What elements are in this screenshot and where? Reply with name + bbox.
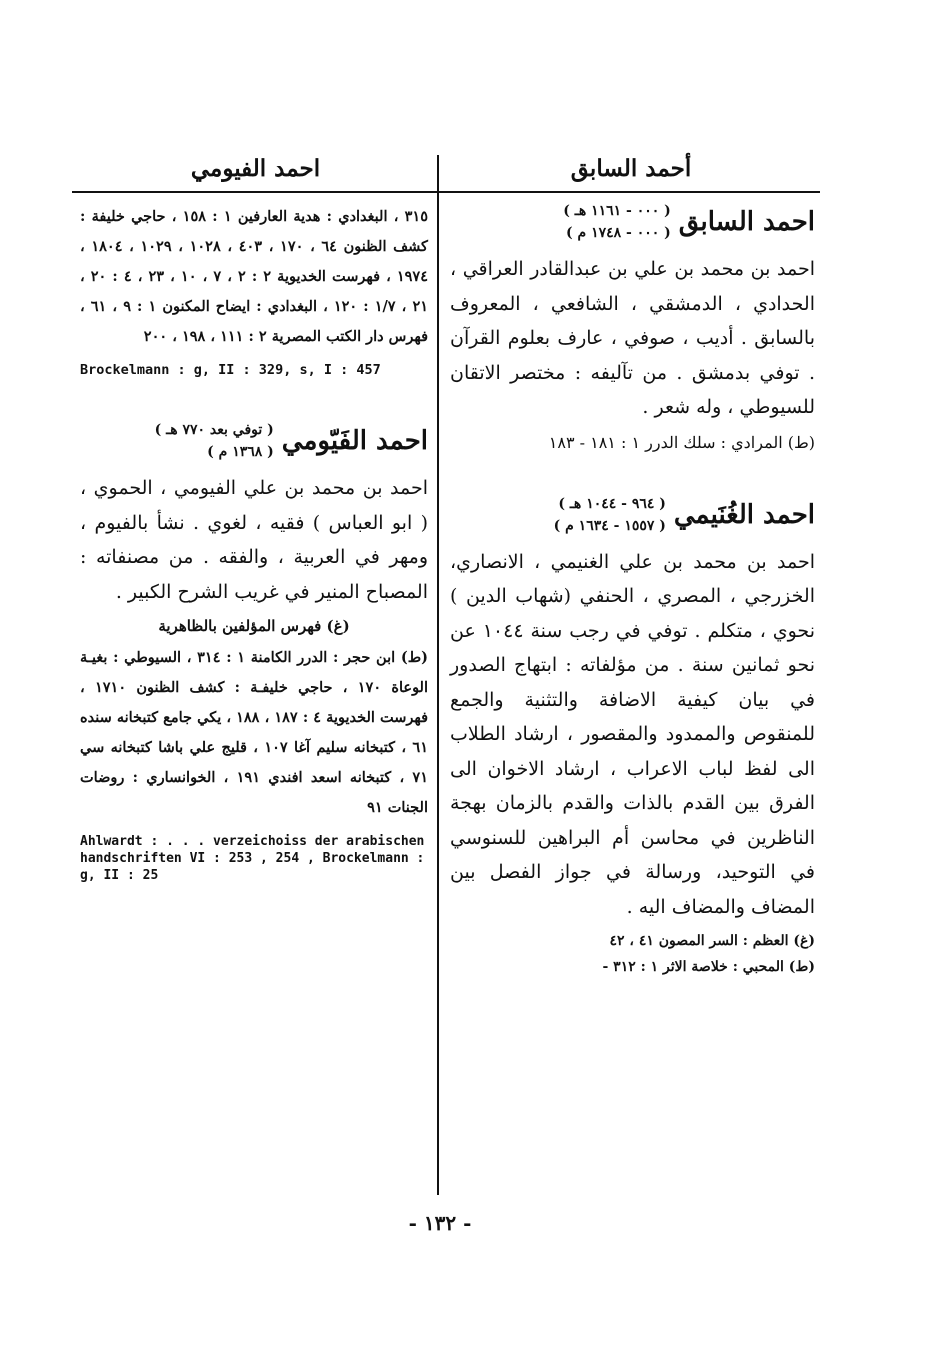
dates-gregorian: ( ٠٠٠ - ١٧٤٨ م ) bbox=[566, 225, 671, 241]
entry-body: احمد بن محمد بن علي بن عبدالقادر العراقي ، الحدادي ، الدمشقي ، الشافعي ، المعروف بالسابق . أديب ، صوفي ، عارف بعلوم القرآن . توفي بدمشق . من تآليفه : مختصر الاتقان للسيوطي ، وله شعر . bbox=[450, 258, 815, 418]
dates-hijri: ( ٠٠٠ - ١١٦١ هـ ) bbox=[563, 203, 671, 219]
entry-heading bbox=[80, 419, 428, 463]
entry-name: احمد الفَيّومي bbox=[281, 426, 428, 456]
entry-name: احمد السابق bbox=[678, 207, 815, 237]
entry-dates bbox=[563, 200, 671, 244]
continued-references bbox=[80, 202, 428, 379]
left-column bbox=[80, 200, 428, 884]
entry-dates bbox=[554, 493, 666, 537]
continued-reference-text: ٣١٥ ، البغدادي : هدية العارفين ١ : ١٥٨ ، حاجي خليفة : كشف الظنون ٦٤ ، ١٧٠ ، ٤٠٣ ، ١٠٢٨ ، ١٠٢٩ ، ١٨٠٤ ، ١٩٧٤ ، فهرست الخديوية ٢ : ٢ ، ٧ ، ١٠ ، ٢٣ ، ٤ : ٢٠ ، ٢١ ، ١/٧ : ١٢٠ ، البغدادي : ايضاح المكنون ١ : ٩ ، ٦١ ، فهرس دار الكتب المصرية ٢ : ١١١ ، ١٩٨ ، ٢٠٠ bbox=[80, 208, 429, 345]
dates-hijri: ( ٩٦٤ - ١٠٤٤ هـ ) bbox=[558, 495, 666, 512]
entry-name: احمد الغُنَيمي bbox=[673, 499, 815, 530]
dates-gregorian: ( ١٣٦٨ م ) bbox=[207, 444, 274, 460]
header-right: أحمد السابق bbox=[570, 155, 692, 182]
latin-reference: Brockelmann : g, II : 329, s, I : 457 bbox=[80, 362, 381, 378]
entry-ahmad-al-sabiq bbox=[450, 200, 815, 457]
entry-reference-g: (غ) العظم : السر المصون ٤١ ، ٤٢ bbox=[609, 933, 815, 949]
entry-heading bbox=[450, 493, 815, 537]
entry-reference-t: (ط) ابن حجر : الدرر الكامنة ١ : ٣١٤ ، السيوطي : بغيـة الوعاة ١٧٠ ، حاجي خليفـة : كشف الظنون ١٧١٠ ، فهرست الخديوية ٤ : ١٨٧ ، ١٨٨ ، يكي جامع كتبخانه سنده ٦١ ، كتبخانه سليم آغا ١٠٧ ، قليج علي باشا كتبخانه سي ٧١ ، كتبخانه اسعد افندي ١٩١ ، الخوانساري : روضات الجنات ٩١ bbox=[80, 649, 429, 816]
entry-dates bbox=[155, 419, 274, 463]
right-column bbox=[450, 200, 815, 980]
entry-reference-t: (ط) المحبي : خلاصة الاثر ١ : ٣١٢ - bbox=[602, 959, 815, 975]
latin-reference: Ahlwardt : . . . verzeichoiss der arabischen handschriften VI : 253 , 254 , Brockelmann : g, II : 25 bbox=[80, 834, 425, 883]
page-number: - ١٣٢ - bbox=[408, 1211, 472, 1235]
dates-gregorian: ( ١٥٥٧ - ١٦٣٤ م ) bbox=[553, 517, 666, 534]
dates-hijri: ( توفي بعد ٧٧٠ هـ ) bbox=[154, 422, 274, 438]
entry-heading bbox=[450, 200, 815, 244]
entry-ahmad-al-ghunaymi bbox=[450, 493, 815, 981]
column-divider bbox=[437, 155, 439, 1195]
entry-body: احمد بن محمد بن علي الغنيمي ، الانصاري، الخزرجي ، المصري ، الحنفي (شهاب الدين ) نحوي ، متكلم . توفي في رجب سنة ١٠٤٤ عن نحو ثمانين سنة . من مؤلفاته : ابتهاج الصدور في بيان كيفية الاضافة والتثنية والجمع للمنقوص والممدود والمقصور ، ارشاد الطلاب الى لفظ لباب الاعراب ، ارشاد الاخوان الى الفرق بين القدم بالذات والقدم بالزمان بهجة الناظرين في محاسن أم البراهين للسنوسي في التوحيد، ورسالة في جواز الفصل بين المضاف والمضاف اليه . bbox=[450, 550, 815, 918]
entry-ahmad-al-fayyumi bbox=[80, 419, 428, 884]
header-left: احمد الفيومي bbox=[190, 155, 321, 182]
entry-reference-g: (غ) فهرس المؤلفين بالظاهرية bbox=[158, 617, 350, 635]
entry-reference: (ط) المرادي : سلك الدرر ١ : ١٨١ - ١٨٣ bbox=[548, 432, 815, 452]
entry-body: احمد بن محمد بن علي الفيومي ، الحموي ، ( ابو العباس ) فقيه ، لغوي . نشأ بالفيوم ، ومهر في العربية ، والفقه . من مصنفاته : المصباح المنير في غريب الشرح الكبير . bbox=[80, 477, 428, 603]
header-rule bbox=[72, 191, 820, 193]
